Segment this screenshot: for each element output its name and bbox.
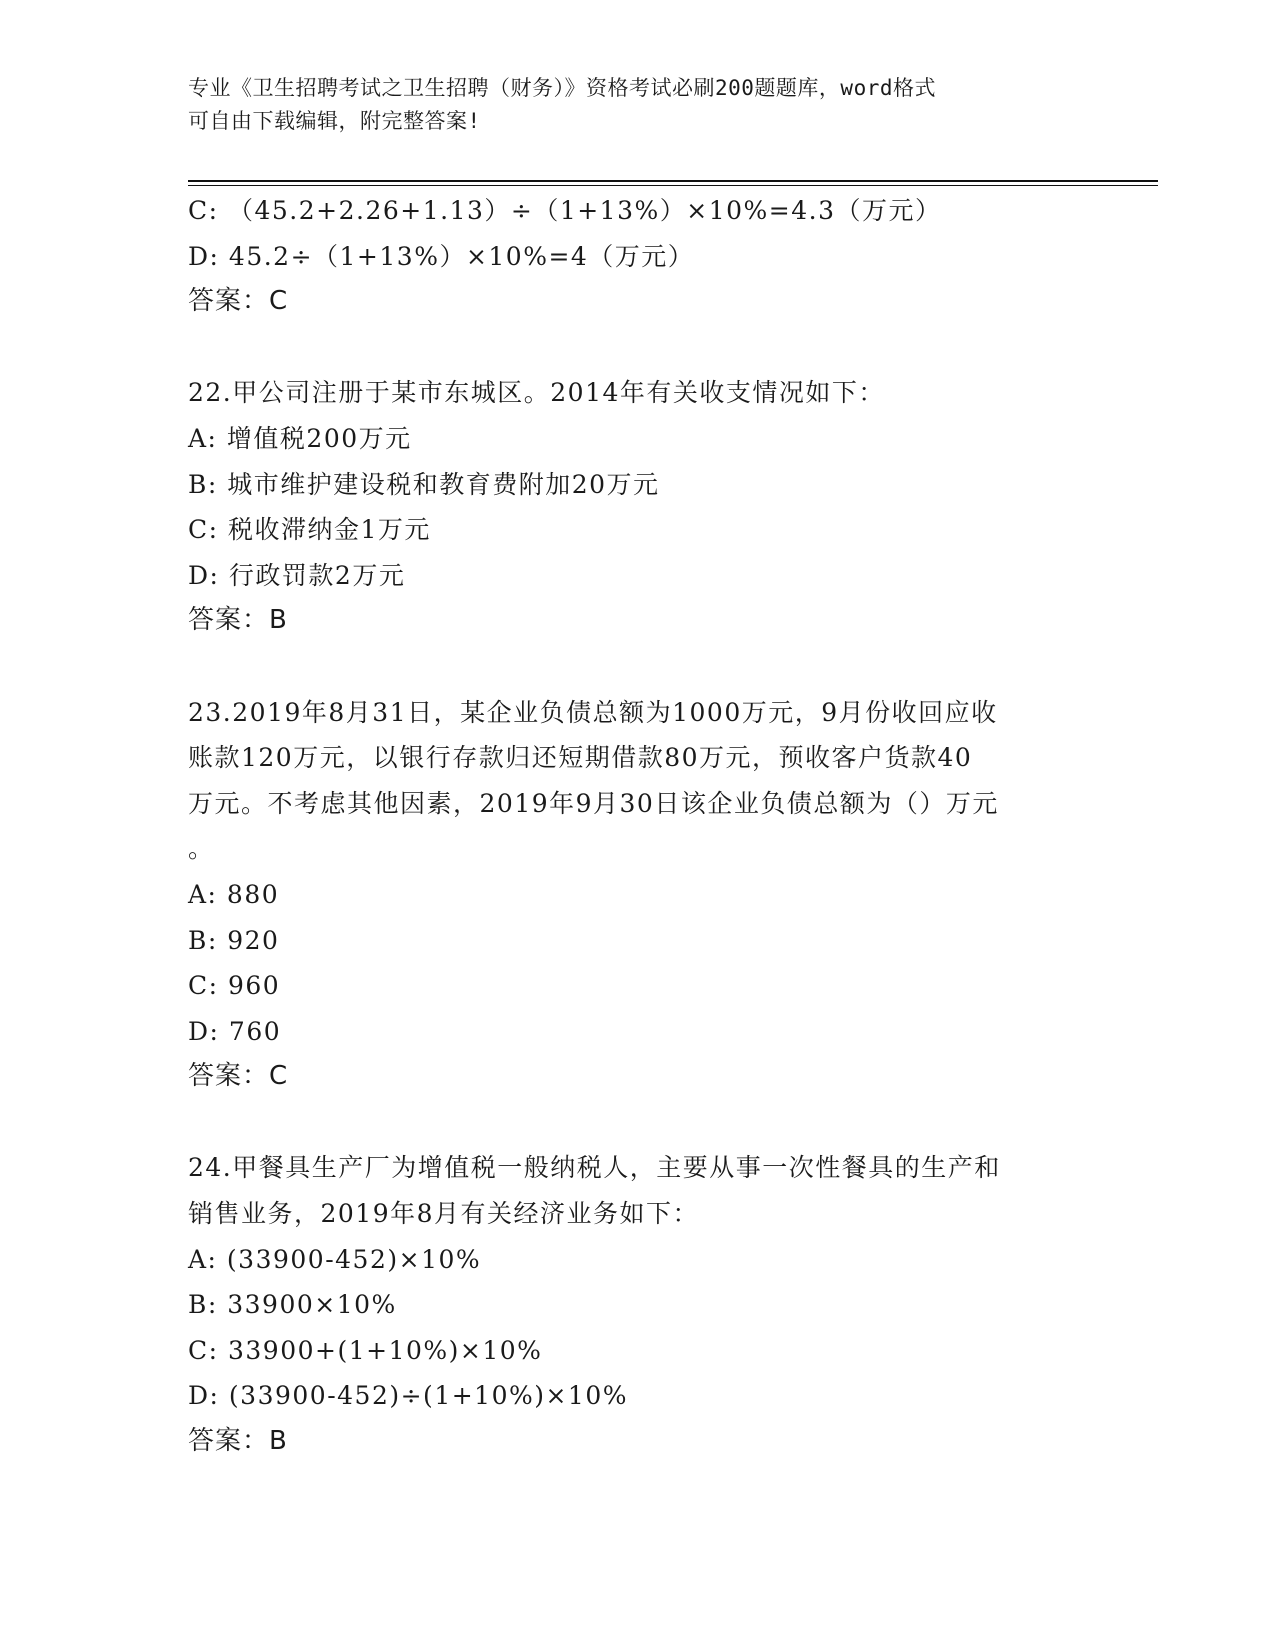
question-stem-line: 销售业务，2019年8月有关经济业务如下： xyxy=(188,1199,700,1229)
option-d: D: (33900-452)÷(1+10%)×10% xyxy=(188,1381,629,1411)
option-a: A: 增值税200万元 xyxy=(188,423,412,453)
question-stem-line: 账款120万元，以银行存款归还短期借款80万元，预收客户货款40 xyxy=(188,743,973,773)
answer-line: 答案：C xyxy=(188,1061,289,1092)
option-d: D: 行政罚款2万元 xyxy=(188,560,406,590)
option-d: D: 760 xyxy=(188,1016,282,1046)
answer-line: 答案：B xyxy=(188,1426,288,1457)
question-stem: 22.甲公司注册于某市东城区。2014年有关收支情况如下： xyxy=(188,378,885,408)
question-stem-line: 24.甲餐具生产厂为增值税一般纳税人，主要从事一次性餐具的生产和 xyxy=(188,1153,1001,1183)
spacer xyxy=(188,325,1088,371)
question-23 xyxy=(188,690,1088,1100)
question-22 xyxy=(188,370,1088,644)
option-a: A: 880 xyxy=(188,879,280,909)
option-c: C: （45.2+2.26+1.13）÷（1+13%）×10%=4.3（万元） xyxy=(188,196,942,225)
spacer xyxy=(188,1100,1088,1146)
question-stem-line: 。 xyxy=(188,834,215,864)
header-title-line-1: 专业《卫生招聘考试之卫生招聘（财务）》资格考试必刷200题题库，word格式 xyxy=(188,76,936,100)
option-b: B: 33900×10% xyxy=(188,1290,397,1320)
answer-line: 答案：C xyxy=(188,286,289,317)
answer-line: 答案：B xyxy=(188,605,288,636)
option-d: D: 45.2÷（1+13%）×10%=4（万元） xyxy=(188,241,695,271)
previous-question-tail xyxy=(188,188,1088,325)
option-a: A: (33900-452)×10% xyxy=(188,1244,482,1274)
question-24 xyxy=(188,1145,1088,1464)
header-divider-thin xyxy=(188,185,1158,186)
question-stem-line: 万元。不考虑其他因素，2019年9月30日该企业负债总额为（）万元 xyxy=(188,788,999,818)
document-body xyxy=(188,188,1088,1465)
question-stem-line: 23.2019年8月31日，某企业负债总额为1000万元，9月份收回应收 xyxy=(188,697,998,727)
document-header xyxy=(188,72,1068,138)
option-c: C: 税收滞纳金1万元 xyxy=(188,515,431,545)
option-c: C: 33900+(1+10%)×10% xyxy=(188,1335,543,1365)
option-b: B: 920 xyxy=(188,925,280,955)
option-b: B: 城市维护建设税和教育费附加20万元 xyxy=(188,469,660,499)
header-divider-thick xyxy=(188,180,1158,182)
header-title-line-2: 可自由下载编辑，附完整答案! xyxy=(188,109,481,133)
option-c: C: 960 xyxy=(188,971,281,1001)
spacer xyxy=(188,644,1088,690)
